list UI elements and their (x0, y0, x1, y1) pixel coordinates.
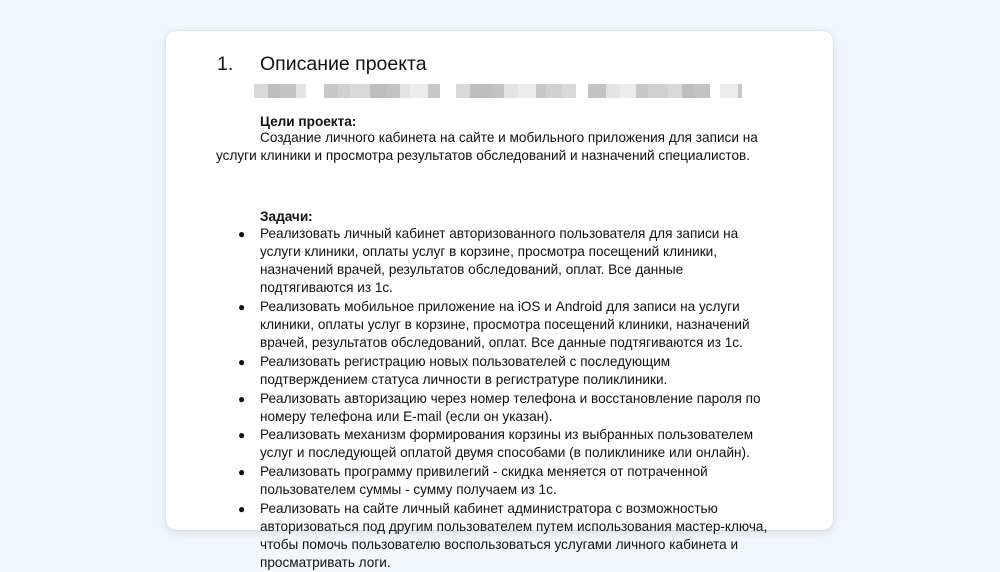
task-line: Реализовать регистрацию новых пользователей с последующим (260, 354, 671, 370)
task-line: Реализовать на сайте личный кабинет администратора с возможностью (260, 500, 718, 516)
task-text (260, 500, 767, 572)
task-line: Реализовать механизм формирования корзины из выбранных пользователем (260, 427, 754, 443)
bullet-icon: ● (238, 300, 246, 315)
task-line: назначений врачей, результатов обследований, оплат. Все данные (260, 262, 684, 277)
section-number: 1. (217, 53, 234, 75)
goals-title: Цели проекта: (260, 114, 357, 129)
task-text (260, 426, 753, 462)
task-line: чтобы помочь пользователю воспользоваться услугами личного кабинета и (260, 536, 739, 552)
task-line: врачей, результатов обследований, оплат. Все данные подтягиваются из 1с. (260, 335, 743, 351)
task-line: пользователем суммы - сумму получаем из 1с. (260, 481, 557, 497)
task-line: услуг и последующей оплатой двумя способами (в поликлинике или онлайн). (260, 445, 750, 461)
bullet-icon: ● (238, 428, 246, 443)
task-line: Реализовать личный кабинет авторизованного пользователя для записи на (260, 226, 739, 241)
task-text (260, 353, 670, 389)
task-text (260, 298, 750, 352)
goals-line: услуги клиники и просмотра результатов обследований и назначений специалистов. (216, 148, 751, 163)
redacted-text-block (254, 82, 742, 100)
task-line: номеру телефона или E-mail (если он указан). (260, 408, 553, 424)
task-text (260, 225, 738, 297)
task-line: клиники, оплаты услуг в корзине, просмотра посещений клиники, назначений (260, 317, 750, 333)
bullet-icon: ● (238, 227, 246, 241)
goals-line: Создание личного кабинета на сайте и мобильного приложения для записи на (260, 130, 758, 145)
task-line: Реализовать мобильное приложение на iOS и Android для записи на услуги (260, 299, 740, 315)
bullet-icon: ● (238, 501, 246, 516)
task-text (260, 390, 761, 426)
task-line: авторизоваться под другим пользователем путем использования мастер-ключа, (260, 518, 768, 534)
task-line: подтверждением статуса личности в регистратуре поликлиники. (260, 372, 668, 388)
task-line: Реализовать авторизацию через номер телефона и восстановление пароля по (260, 390, 761, 406)
bullet-icon: ● (238, 355, 246, 370)
document-card (166, 31, 833, 570)
task-line: подтягиваются из 1с. (260, 280, 393, 295)
task-line: услуги клиники, оплаты услуг в корзине, просмотра посещений клиники, (260, 244, 718, 259)
task-line: просматривать логи. (260, 554, 391, 570)
task-line: Реализовать программу привилегий - скидка меняется от потраченной (260, 463, 708, 479)
section-title: Описание проекта (260, 53, 427, 75)
tasks-title: Задачи: (260, 209, 313, 224)
bullet-icon: ● (238, 464, 246, 479)
task-text (260, 463, 708, 499)
bullet-icon: ● (238, 391, 246, 406)
goals-paragraph (216, 129, 776, 165)
